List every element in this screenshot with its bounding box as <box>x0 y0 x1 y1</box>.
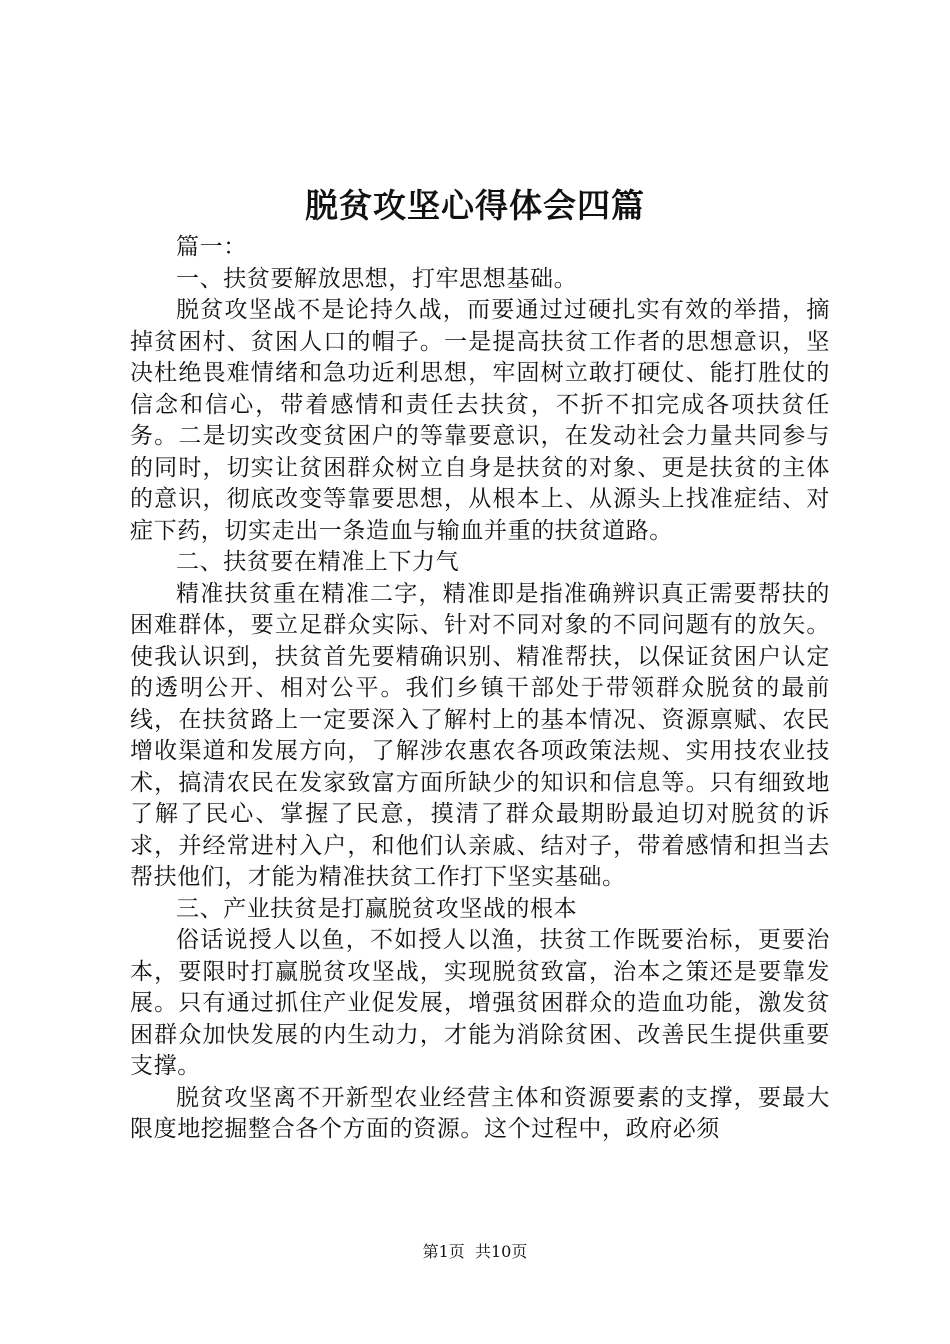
heading-2: 二、扶贫要在精准上下力气 <box>176 549 460 575</box>
page-total: 共10页 <box>474 1242 528 1261</box>
document-title: 脱贫攻坚心得体会四篇 <box>305 186 645 225</box>
page-footer <box>0 1241 950 1263</box>
heading-1: 一、扶贫要解放思想，打牢思想基础。 <box>176 265 578 292</box>
paragraph: 脱贫攻坚离不开新型农业经营主体和资源要素的支撑，要最大限度地挖掘整合各个方面的资源。这个过程中，政府必须 <box>130 1084 830 1142</box>
paragraph: 俗话说授人以鱼，不如授人以渔，扶贫工作既要治标，更要治本，要限时打赢脱贫攻坚战，实现脱贫致富，治本之策还是要靠发展。只有通过抓住产业促发展，增强贫困群众的造血功能，激发贫困群众加快发展的内生动力，才能为消除贫困、改善民生提供重要支撑。 <box>130 927 830 1079</box>
paragraph: 精准扶贫重在精准二字，精准即是指准确辨识真正需要帮扶的困难群体，要立足群众实际、针对不同对象的不同问题有的放矢。使我认识到，扶贫首先要精确识别、精准帮扶，以保证贫困户认定的透明公开、相对公平。我们乡镇干部处于带领群众脱贫的最前线，在扶贫路上一定要深入了解村上的基本情况、资源禀赋、农民增收渠道和发展方向，了解涉农惠农各项政策法规、实用技农业技术，搞清农民在发家致富方面所缺少的知识和信息等。只有细致地了解了民心、掌握了民意，摸清了群众最期盼最迫切对脱贫的诉求，并经常进村入户，和他们认亲戚、结对子，带着感情和担当去帮扶他们，才能为精准扶贫工作打下坚实基础。 <box>130 580 830 890</box>
section-label: 篇一： <box>176 234 247 260</box>
document-body <box>130 232 830 1146</box>
paragraph: 脱贫攻坚战不是论持久战，而要通过过硬扎实有效的举措，摘掉贫困村、贫困人口的帽子。一是提高扶贫工作者的思想意识，坚决杜绝畏难情绪和急功近利思想，牢固树立敢打硬仗、能打胜仗的信念和信心，带着感情和责任去扶贫，不折不扣完成各项扶贫任务。二是切实改变贫困户的等靠要意识，在发动社会力量共同参与的同时，切实让贫困群众树立自身是扶贫的对象、更是扶贫的主体的意识，彻底改变等靠要思想，从根本上、从源头上找准症结、对症下药，切实走出一条造血与输血并重的扶贫道路。 <box>130 297 830 544</box>
page-number: 第1页 <box>422 1242 465 1261</box>
heading-3: 三、产业扶贫是打赢脱贫攻坚战的根本 <box>176 895 578 922</box>
